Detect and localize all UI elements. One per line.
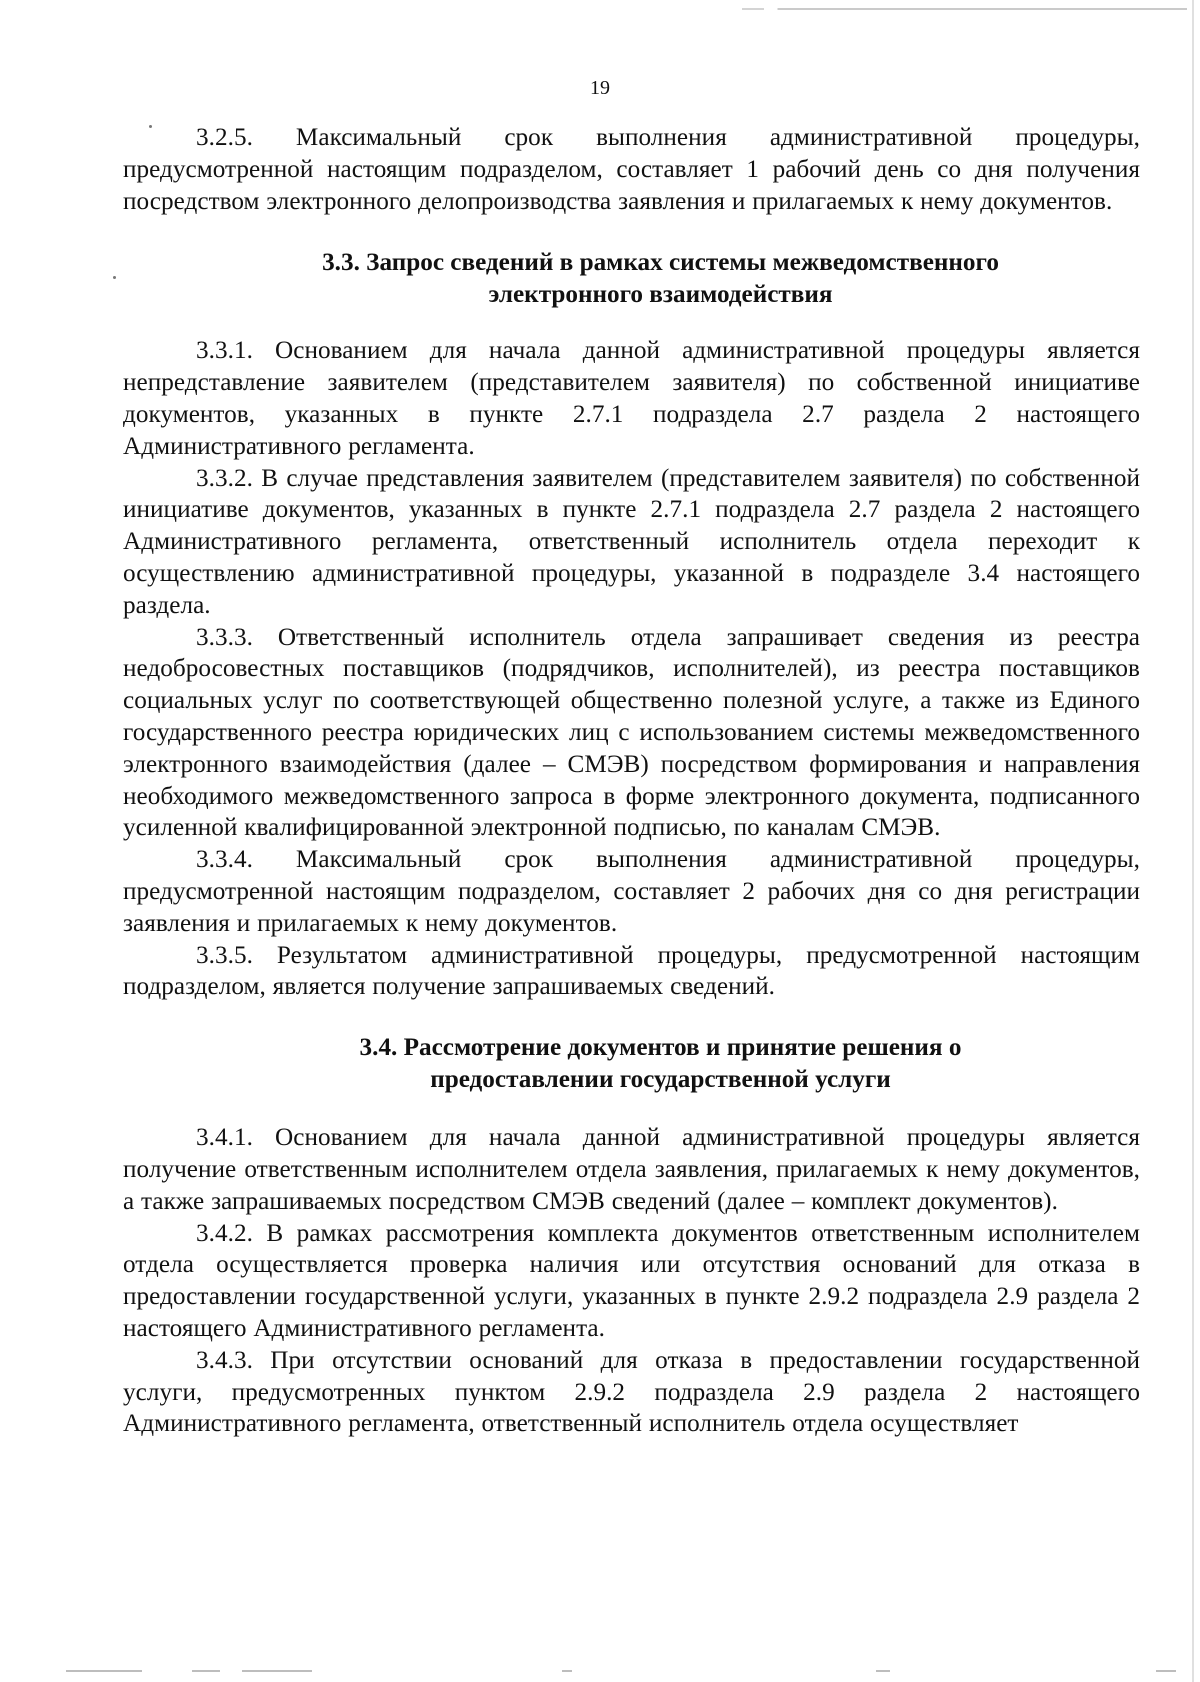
paragraph-3-4-3: 3.4.3. При отсутствии оснований для отказа в предоставлении государственной услуги, предусмотренных пунктом 2.9.2 подраздела 2.9 раздела 2 настоящего Административного регламента, ответственный исполнитель отдела осуществляет (123, 1346, 1140, 1438)
paragraph-3-3-3: 3.3.3. Ответственный исполнитель отдела запрашивает сведения из реестра недобросовестных поставщиков (подрядчиков, исполнителей), из реестра поставщиков социальных услуг по соответствующей общественно полезной услуге, а также из Единого государственного реестра юридических лиц с использованием системы межведомственного электронного взаимодействия (далее – СМЭВ) посредством формирования и направления необходимого межведомственного запроса в форме электронного документа, подписанного усиленной квалифицированной электронной подписью, по каналам СМЭВ. (123, 623, 1140, 842)
document-body (123, 122, 1140, 1440)
spacer (123, 217, 1140, 247)
paragraph-3-3-2: 3.3.2. В случае представления заявителем (представителем заявителя) по собственной инициативе документов, указанных в пункте 2.7.1 подраздела 2.7 раздела 2 настоящего Административного регламента, ответственный исполнитель отдела переходит к осуществлению административной процедуры, указанной в подразделе 3.4 настоящего раздела. (123, 464, 1140, 619)
heading-3-3-line-2: электронного взаимодействия (488, 281, 833, 309)
paragraph-3-3-4: 3.3.4. Максимальный срок выполнения административной процедуры, предусмотренной настоящим подразделом, составляет 2 рабочих дня со дня регистрации заявления и прилагаемых к нему документов. (123, 846, 1140, 937)
scan-edge-line (1192, 0, 1194, 1682)
spacer (123, 1096, 1140, 1122)
scan-bottom-marks (66, 1670, 1186, 1674)
heading-3-4-line-1: 3.4. Рассмотрение документов и принятие решения о (359, 1034, 962, 1062)
paragraph-3-3-1: 3.3.1. Основанием для начала данной административной процедуры является непредставление заявителем (представителем заявителя) по собственной инициативе документов, указанных в пункте 2.7.1 подраздела 2.7 раздела 2 настоящего Административного регламента. (123, 337, 1140, 460)
paragraph-3-4-2: 3.4.2. В рамках рассмотрения комплекта документов ответственным исполнителем отдела осуществляется проверка наличия или отсутствия оснований для отказа в предоставлении государственной услуги, указанных в пункте 2.9.2 подраздела 2.9 раздела 2 настоящего Административного регламента. (123, 1219, 1140, 1342)
spacer (123, 311, 1140, 335)
paragraph-3-2-5: 3.2.5. Максимальный срок выполнения административной процедуры, предусмотренной настоящим подразделом, составляет 1 рабочий день со дня получения посредством электронного делопроизводства заявления и прилагаемых к нему документов. (123, 124, 1140, 215)
heading-3-4-line-2: предоставлении государственной услуги (430, 1066, 891, 1094)
paragraph-3-4-1: 3.4.1. Основанием для начала данной административной процедуры является получение ответственным исполнителем отдела заявления, прилагаемых к нему документов, а также запрашиваемых посредством СМЭВ сведений (далее – комплект документов). (123, 1124, 1140, 1215)
scan-speck (113, 276, 116, 279)
paragraph-3-3-5: 3.3.5. Результатом административной процедуры, предусмотренной настоящим подразделом, является получение запрашиваемых сведений. (123, 941, 1140, 1001)
spacer (123, 1003, 1140, 1032)
page-number: 19 (590, 77, 610, 99)
scan-edge-line (742, 8, 1187, 10)
heading-3-3-line-1: 3.3. Запрос сведений в рамках системы межведомственного (322, 249, 999, 277)
